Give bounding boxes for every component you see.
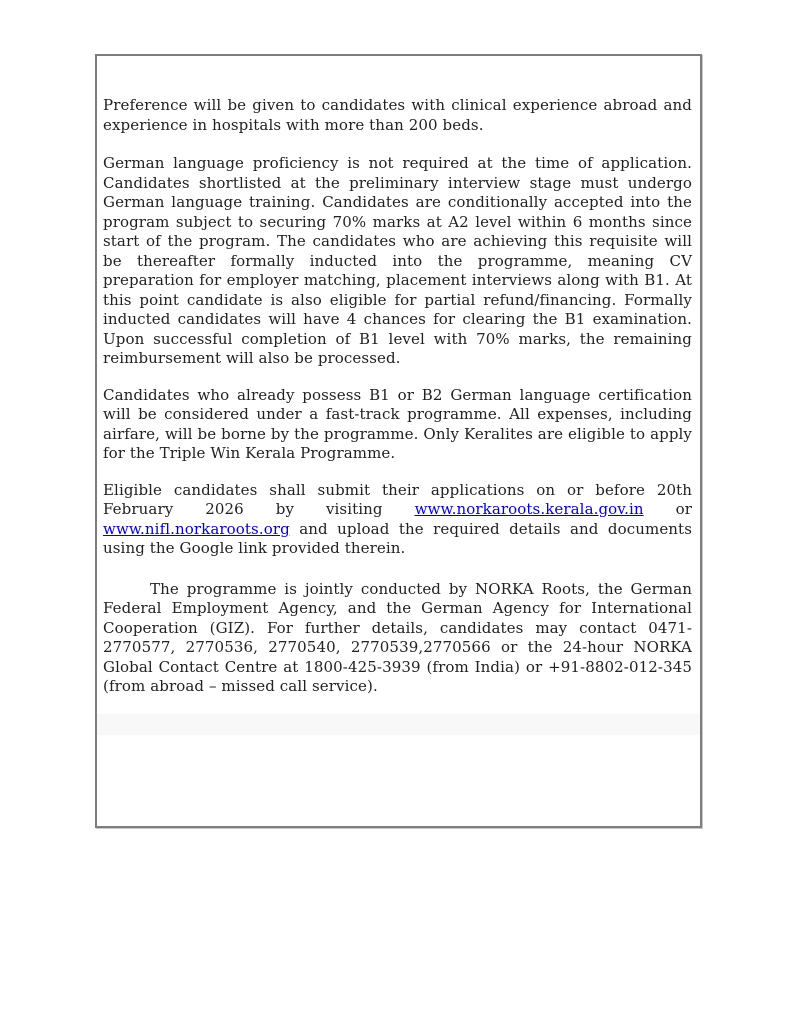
paragraph-fast-track: Candidates who already possess B1 or B2 German language certification will be considered under a fast-track programme. All expenses, including airfare, will be borne by the programme. Only Keralites are eligible to apply for the Triple Win Kerala Programme.: [103, 385, 692, 462]
paragraph-preference: Preference will be given to candidates with clinical experience abroad and experience in hospitals with more than 200 beds.: [103, 96, 692, 134]
application-text-or: or: [643, 500, 692, 518]
link-norkaroots-kerala[interactable]: www.norkaroots.kerala.gov.in: [414, 500, 644, 518]
paragraph-application: [103, 481, 692, 559]
application-text-tail: and upload the required details and documents using the Google link provided therein.: [103, 519, 692, 557]
application-text-lead: Eligible candidates shall submit their applications on or before 20th February 2026 by visiting: [103, 480, 692, 518]
link-nifl-norkaroots[interactable]: www.nifl.norkaroots.org: [103, 519, 290, 538]
empty-highlight-row: [97, 714, 700, 735]
paragraph-german-language: German language proficiency is not required at the time of application. Candidates shortlisted at the preliminary interview stage must undergo German language training. Candidates are conditionally accepted into the program subject to securing 70% marks at A2 level within 6 months since start of the program. The candidates who are achieving this requisite will be thereafter formally inducted into the programme, meaning CV preparation for employer matching, placement interviews along with B1. At this point candidate is also eligible for partial refund/financing. Formally inducted candidates will have 4 chances for clearing the B1 examination. Upon successful completion of B1 level with 70% marks, the remaining reimbursement will also be processed.: [103, 154, 692, 367]
paragraph-contact-details: The programme is jointly conducted by NORKA Roots, the German Federal Employment Agency, and the German Agency for International Cooperation (GIZ). For further details, candidates may contact 0471-2770577, 2770536, 2770540, 2770539,2770566 or the 24-hour NORKA Global Contact Centre at 1800-425-3939 (from India) or +91-8802-012-345 (from abroad – missed call service).: [103, 579, 692, 695]
document-frame: [95, 54, 702, 828]
